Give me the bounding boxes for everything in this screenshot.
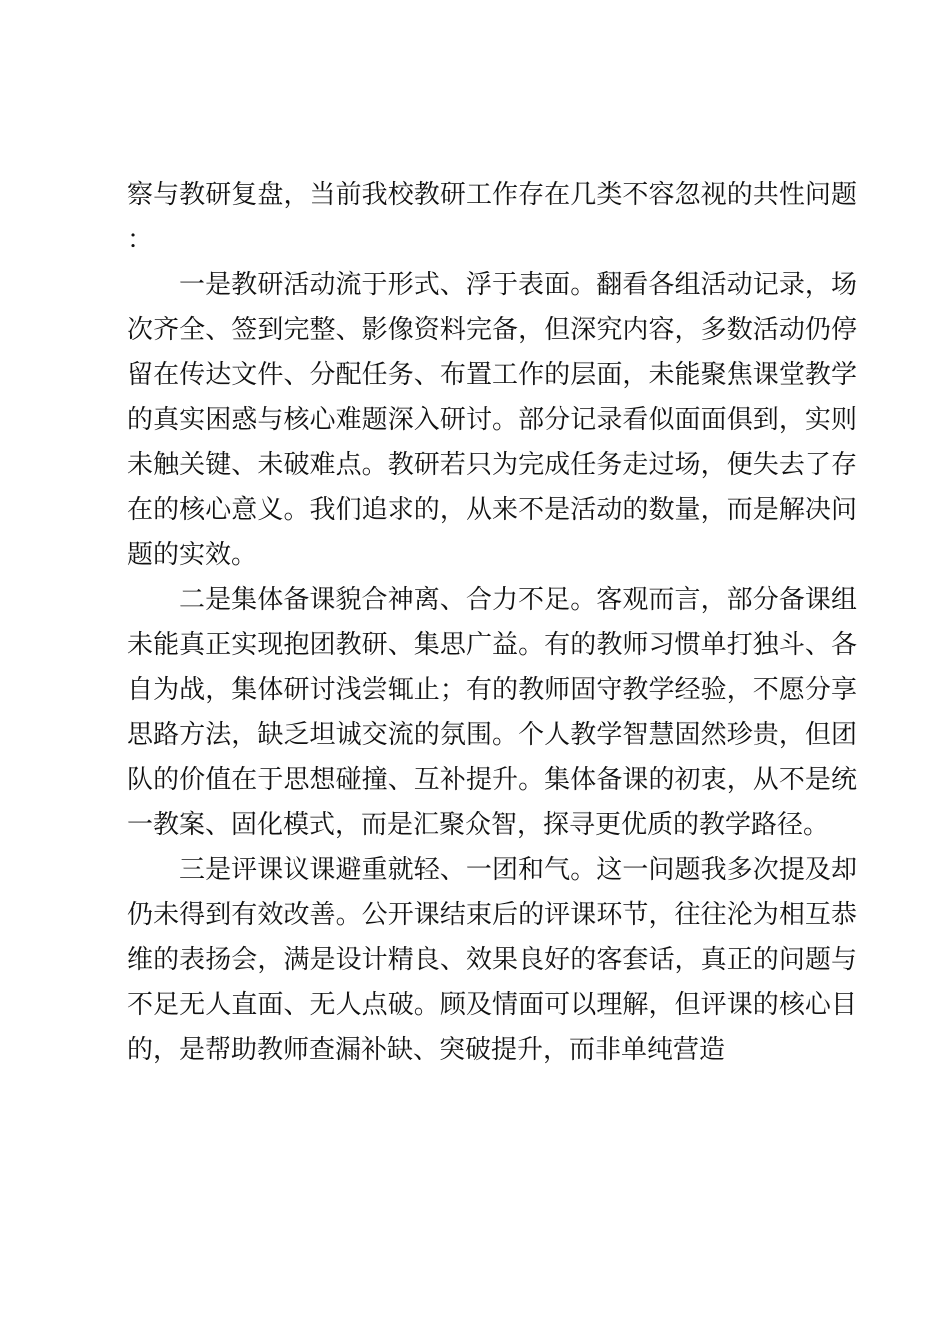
paragraph-continuation: 察与教研复盘，当前我校教研工作存在几类不容忽视的共性问题：: [127, 180, 857, 255]
paragraph-issue-three: 三是评课议课避重就轻、一团和气。这一问题我多次提及却仍未得到有效改善。公开课结束后的评课环节，往往沦为相互恭维的表扬会，满是设计精良、效果良好的客套话，真正的问题与不足无人直面、无人点破。顾及情面可以理解，但评课的核心目的，是帮助教师查漏补缺、突破提升，而非单纯营造: [127, 855, 857, 1065]
paragraph-issue-two: 二是集体备课貌合神离、合力不足。客观而言，部分备课组未能真正实现抱团教研、集思广益。有的教师习惯单打独斗、各自为战，集体研讨浅尝辄止；有的教师固守教学经验，不愿分享思路方法，缺乏坦诚交流的氛围。个人教学智慧固然珍贵，但团队的价值在于思想碰撞、互补提升。集体备课的初衷，从不是统一教案、固化模式，而是汇聚众智，探寻更优质的教学路径。: [127, 585, 857, 840]
paragraph-issue-one: 一是教研活动流于形式、浮于表面。翻看各组活动记录，场次齐全、签到完整、影像资料完备，但深究内容，多数活动仍停留在传达文件、分配任务、布置工作的层面，未能聚焦课堂教学的真实困惑与核心难题深入研讨。部分记录看似面面俱到，实则未触关键、未破难点。教研若只为完成任务走过场，便失去了存在的核心意义。我们追求的，从来不是活动的数量，而是解决问题的实效。: [127, 270, 857, 570]
document-body: [127, 173, 857, 1073]
